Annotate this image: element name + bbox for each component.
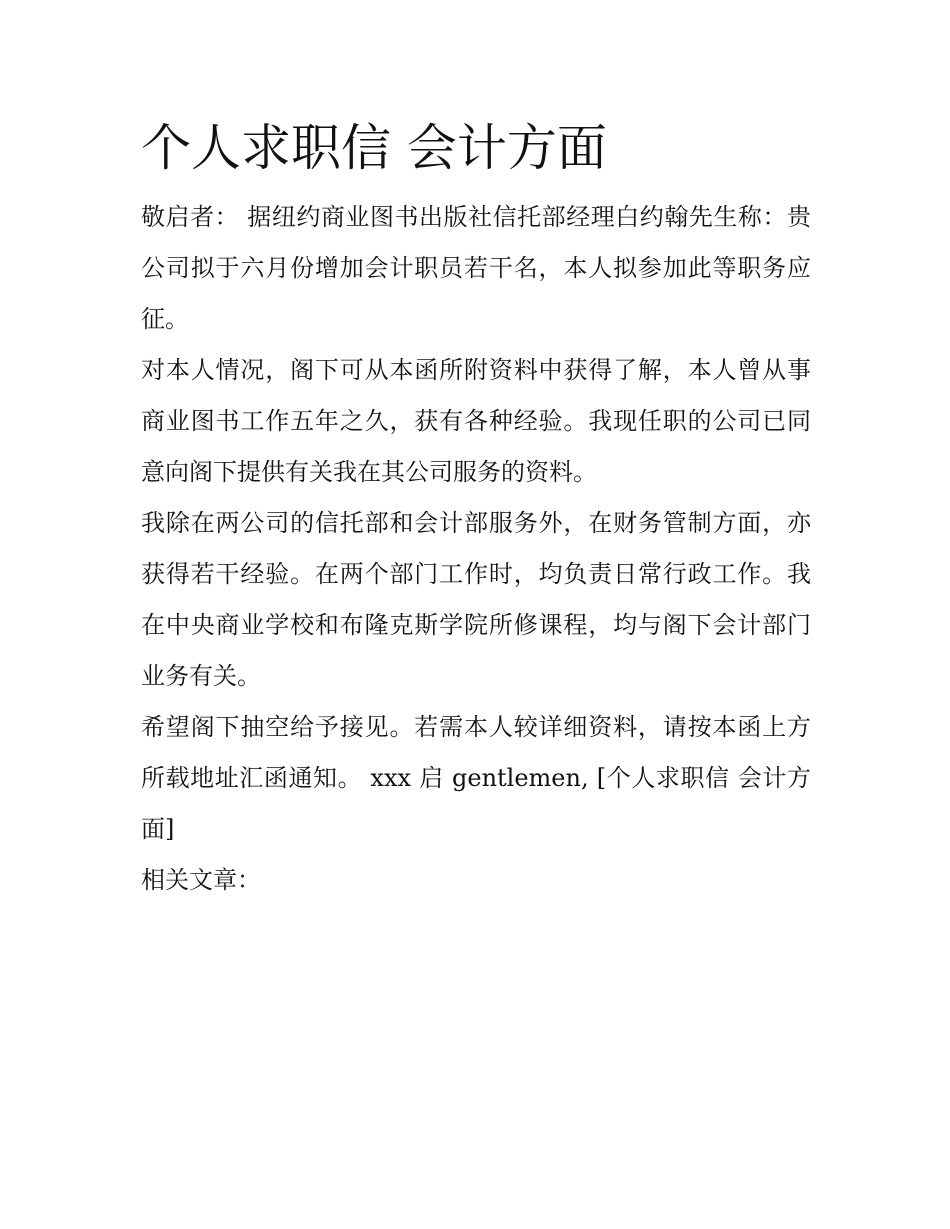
paragraph-experience: 我除在两公司的信托部和会计部服务外，在财务管制方面，亦获得若干经验。在两个部门工作时，均负责日常行政工作。我在中央商业学校和布隆克斯学院所修课程，均与阁下会计部门业务有关。 [141, 509, 811, 690]
paragraph-greeting: 敬启者： 据纽约商业图书出版社信托部经理白约翰先生称：贵公司拟于六月份增加会计职员若干名，本人拟参加此等职务应征。 [141, 203, 811, 333]
paragraph-background: 对本人情况，阁下可从本函所附资料中获得了解，本人曾从事商业图书工作五年之久，获有各种经验。我现任职的公司已同意向阁下提供有关我在其公司服务的资料。 [141, 356, 811, 486]
document-title: 个人求职信 会计方面 [141, 119, 607, 177]
document-page [141, 112, 811, 906]
paragraph-closing: 希望阁下抽空给予接见。若需本人较详细资料，请按本函上方所载地址汇函通知。 xxx 启 gentlemen, [个人求职信 会计方面] [141, 713, 811, 843]
paragraph-related-articles: 相关文章： [141, 866, 261, 894]
